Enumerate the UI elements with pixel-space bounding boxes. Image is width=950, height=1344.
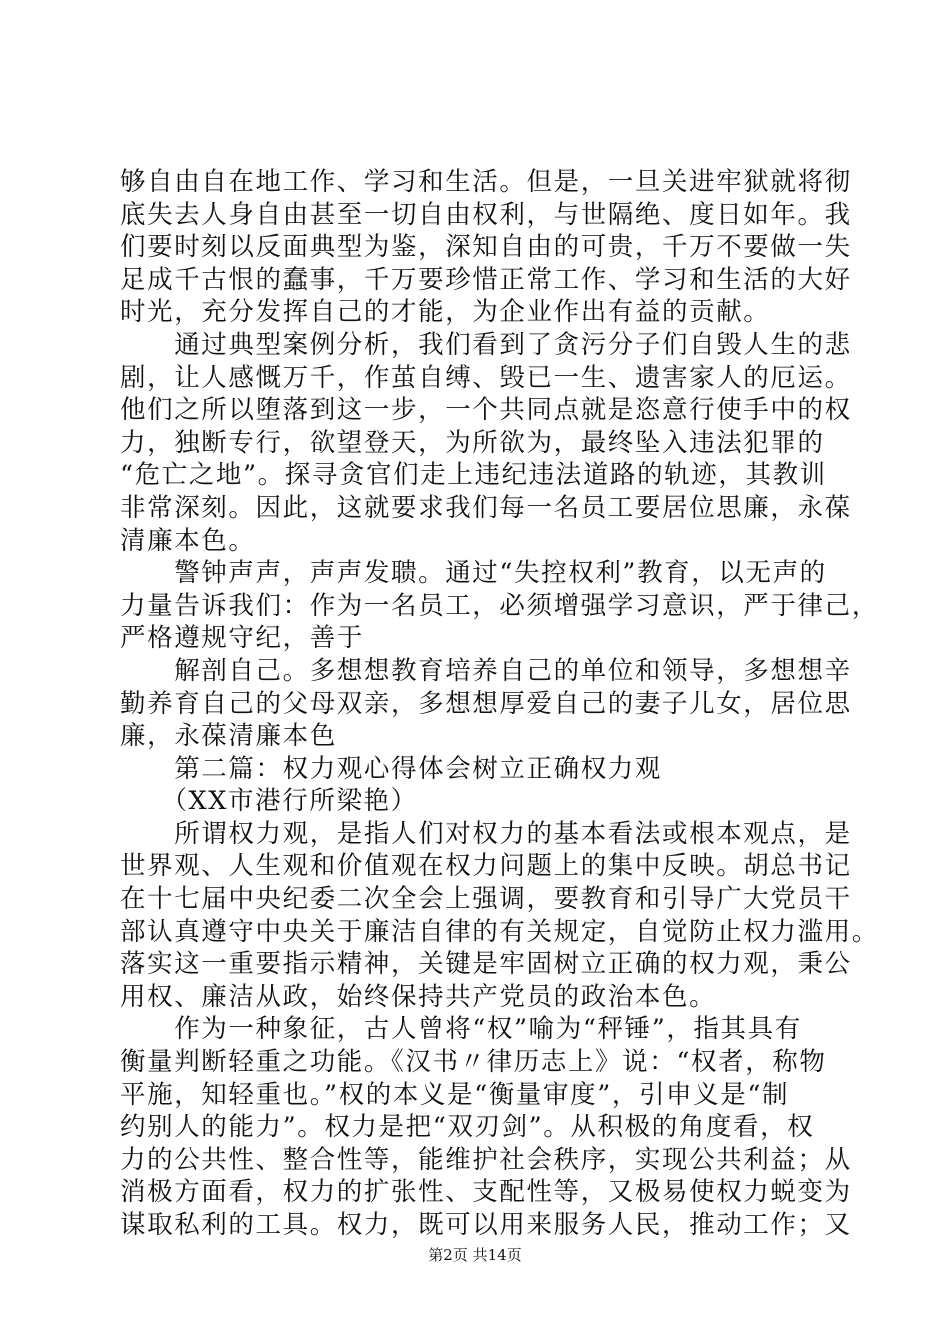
text-line: 作为一种象征，古人曾将“权”喻为“秤锤”，指其具有: [120, 1014, 802, 1045]
text-line: 约别人的能力”。权力是把“双刃剑”。从积极的角度看，权: [120, 1112, 815, 1143]
section-heading: 第二篇：权力观心得体会树立正确权力观: [120, 753, 663, 784]
body-text: [120, 166, 879, 1242]
text-line: 衡量判断轻重之功能。《汉书〃律历志上》说：“权者，称物: [120, 1047, 827, 1078]
text-line: 世界观、人生观和价值观在权力问题上的集中反映。胡总书记: [120, 851, 852, 882]
text-line: 够自由自在地工作、学习和生活。但是，一旦关进牢狱就将彻: [120, 167, 852, 197]
text-line: 剧，让人感慨万千，作茧自缚、毁已一生、遗害家人的厄运。: [120, 362, 852, 393]
text-line: 用权、廉洁从政，始终保持共产党员的政治本色。: [120, 981, 717, 1012]
text-line: “危亡之地”。探寻贪官们走上违纪违法道路的轨迹，其教训: [120, 460, 827, 491]
text-line: 解剖自己。多想想教育培养自己的单位和领导，多想想辛: [120, 655, 852, 686]
text-line: 力量告诉我们：作为一名员工，必须增强学习意识，严于律己，: [120, 590, 879, 621]
author-line: （XX市港行所梁艳）: [120, 786, 418, 817]
text-line: 廉，永葆清廉本色: [120, 721, 337, 752]
text-line: 底失去人身自由甚至一切自由权利，与世隔绝、度日如年。我: [120, 199, 852, 230]
text-line: 部认真遵守中央关于廉洁自律的有关规定，自觉防止权力滥用。: [120, 916, 879, 947]
text-line: 非常深刻。因此，这就要求我们每一名员工要居位思廉，永葆: [120, 492, 852, 523]
text-line: 勤养育自己的父母双亲，多想想厚爱自己的妻子儿女，居位思: [120, 688, 852, 719]
text-line: 平施，知轻重也。”权的本义是“衡量审度”，引申义是“制: [120, 1079, 790, 1110]
page-footer: [0, 1245, 950, 1265]
text-line: 他们之所以堕落到这一步，一个共同点就是恣意行使手中的权: [120, 395, 852, 426]
text-line: 清廉本色。: [120, 525, 256, 556]
text-line: 落实这一重要指示精神，关键是牢固树立正确的权力观，秉公: [120, 949, 852, 980]
text-line: 们要时刻以反面典型为鉴，深知自由的可贵，千万不要做一失: [120, 232, 852, 263]
page-number: 第2页 共14页: [428, 1246, 522, 1264]
text-line: 足成千古恨的蠢事，千万要珍惜正常工作、学习和生活的大好: [120, 264, 852, 295]
text-line: 力，独断专行，欲望登天，为所欲为，最终坠入违法犯罪的: [120, 427, 825, 458]
text-line: 通过典型案例分析，我们看到了贪污分子们自毁人生的悲: [120, 329, 852, 360]
text-line: 时光，充分发挥自己的才能，为企业作出有益的贡献。: [120, 297, 771, 328]
text-line: 消极方面看，权力的扩张性、支配性等，又极易使权力蜕变为: [120, 1177, 852, 1208]
text-line: 严格遵规守纪，善于: [120, 623, 364, 654]
text-line: 所谓权力观，是指人们对权力的基本看法或根本观点，是: [120, 818, 852, 849]
text-line: 力的公共性、整合性等，能维护社会秩序，实现公共利益；从: [120, 1144, 852, 1175]
text-line: 谋取私利的工具。权力，既可以用来服务人民，推动工作；又: [120, 1210, 852, 1240]
text-line: 在十七届中央纪委二次全会上强调，要教育和引导广大党员干: [120, 884, 852, 915]
text-line: 警钟声声，声声发聩。通过“失控权利”教育，以无声的: [120, 558, 827, 589]
